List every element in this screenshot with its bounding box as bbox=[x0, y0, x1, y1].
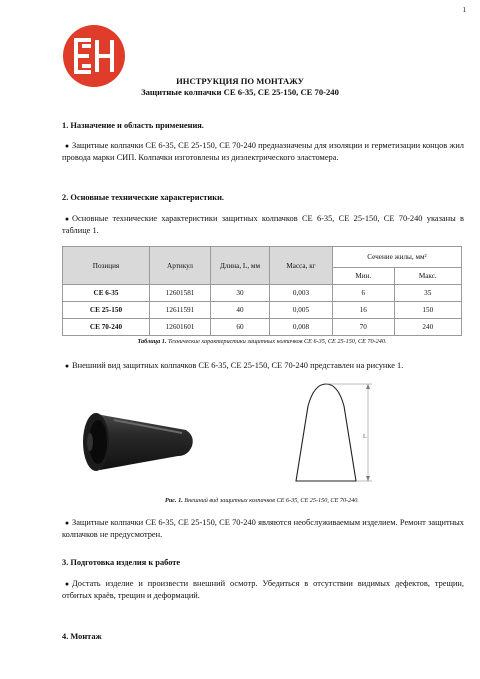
dimension-label: L bbox=[363, 434, 367, 440]
cell-min: 70 bbox=[333, 319, 395, 336]
bullet-icon: ● bbox=[64, 142, 70, 150]
header-mass: Масса, кг bbox=[270, 247, 333, 285]
cell-position: CE 70-240 bbox=[63, 319, 150, 336]
header-length: Длина, L, мм bbox=[211, 247, 270, 285]
section-2-text: Основные технические характеристики защитных колпачков CE 6-35, CE 25-150, CE 70-240 указаны в таблице 1. bbox=[62, 214, 464, 236]
section-2-paragraph bbox=[62, 213, 464, 236]
page-number: 1 bbox=[462, 6, 466, 14]
figure-caption-label: Рис. 1. bbox=[165, 497, 183, 504]
cell-length: 60 bbox=[211, 319, 270, 336]
maintenance-text: Защитные колпачки CE 6-35, CE 25-150, CE 70-240 являются необслуживаемым изделием. Ремонт защитных колпачков не предусмотрен. bbox=[62, 518, 464, 540]
header-min: Мин. bbox=[333, 268, 395, 285]
section-3-heading: 3. Подготовка изделия к работе bbox=[62, 558, 181, 567]
header-max: Макс. bbox=[394, 268, 461, 285]
table-row bbox=[63, 285, 462, 302]
cell-position: CE 6-35 bbox=[63, 285, 150, 302]
table-caption-text: Технические характеристики защитных колпачков CE 6-35, CE 25-150, CE 70-240. bbox=[167, 338, 387, 345]
cap-photo-image bbox=[74, 400, 199, 482]
document-subtitle: Защитные колпачки CE 6-35, CE 25-150, CE 70-240 bbox=[141, 87, 339, 97]
section-1-heading: 1. Назначение и область применения. bbox=[62, 121, 204, 130]
document-title: ИНСТРУКЦИЯ ПО МОНТАЖУ bbox=[176, 76, 304, 86]
section-2-heading: 2. Основные технические характеристики. bbox=[62, 193, 224, 202]
section-3-paragraph bbox=[62, 578, 464, 601]
bullet-icon: ● bbox=[64, 580, 70, 588]
header-section: Сечение жилы, мм² bbox=[333, 247, 462, 268]
cell-max: 240 bbox=[394, 319, 461, 336]
table-row bbox=[63, 302, 462, 319]
cell-article: 12611591 bbox=[150, 302, 211, 319]
bullet-icon: ● bbox=[64, 215, 70, 223]
section-4-heading: 4. Монтаж bbox=[62, 632, 102, 641]
bullet-icon: ● bbox=[64, 362, 70, 370]
cell-position: CE 25-150 bbox=[63, 302, 150, 319]
cell-length: 40 bbox=[211, 302, 270, 319]
cell-length: 30 bbox=[211, 285, 270, 302]
appearance-text: Внешний вид защитных колпачков CE 6-35, CE 25-150, CE 70-240 представлен на рисунке 1. bbox=[72, 361, 404, 370]
cell-min: 16 bbox=[333, 302, 395, 319]
table-caption bbox=[62, 338, 462, 345]
table-row bbox=[63, 319, 462, 336]
header-article: Артикул bbox=[150, 247, 211, 285]
spec-table bbox=[62, 246, 462, 336]
section-1-text: Защитные колпачки CE 6-35, CE 25-150, CE 70-240 предназначены для изоляции и герметизации концов жил провода марки СИП. Колпачки изготовлены из диэлектрического эластомера. bbox=[62, 141, 464, 163]
header-position: Позиция bbox=[63, 247, 150, 285]
cell-article: 12601581 bbox=[150, 285, 211, 302]
cell-max: 150 bbox=[394, 302, 461, 319]
cell-mass: 0,003 bbox=[270, 285, 333, 302]
cell-mass: 0,005 bbox=[270, 302, 333, 319]
cell-min: 6 bbox=[333, 285, 395, 302]
cell-mass: 0,008 bbox=[270, 319, 333, 336]
cell-max: 35 bbox=[394, 285, 461, 302]
maintenance-paragraph bbox=[62, 517, 464, 540]
bullet-icon: ● bbox=[64, 519, 70, 527]
cap-drawing bbox=[284, 378, 380, 488]
figure-caption bbox=[62, 497, 462, 504]
cell-article: 12601601 bbox=[150, 319, 211, 336]
figure-caption-text: Внешний вид защитных колпачков CE 6-35, CE 25-150, CE 70-240. bbox=[184, 497, 359, 504]
section-3-text: Достать изделие и произвести внешний осмотр. Убедиться в отсутствии видимых дефектов, трещин, отбитых краёв, трещин и деформаций. bbox=[62, 579, 464, 601]
appearance-paragraph bbox=[62, 360, 464, 372]
table-caption-label: Таблица 1. bbox=[137, 338, 167, 345]
section-1-paragraph bbox=[62, 140, 464, 163]
